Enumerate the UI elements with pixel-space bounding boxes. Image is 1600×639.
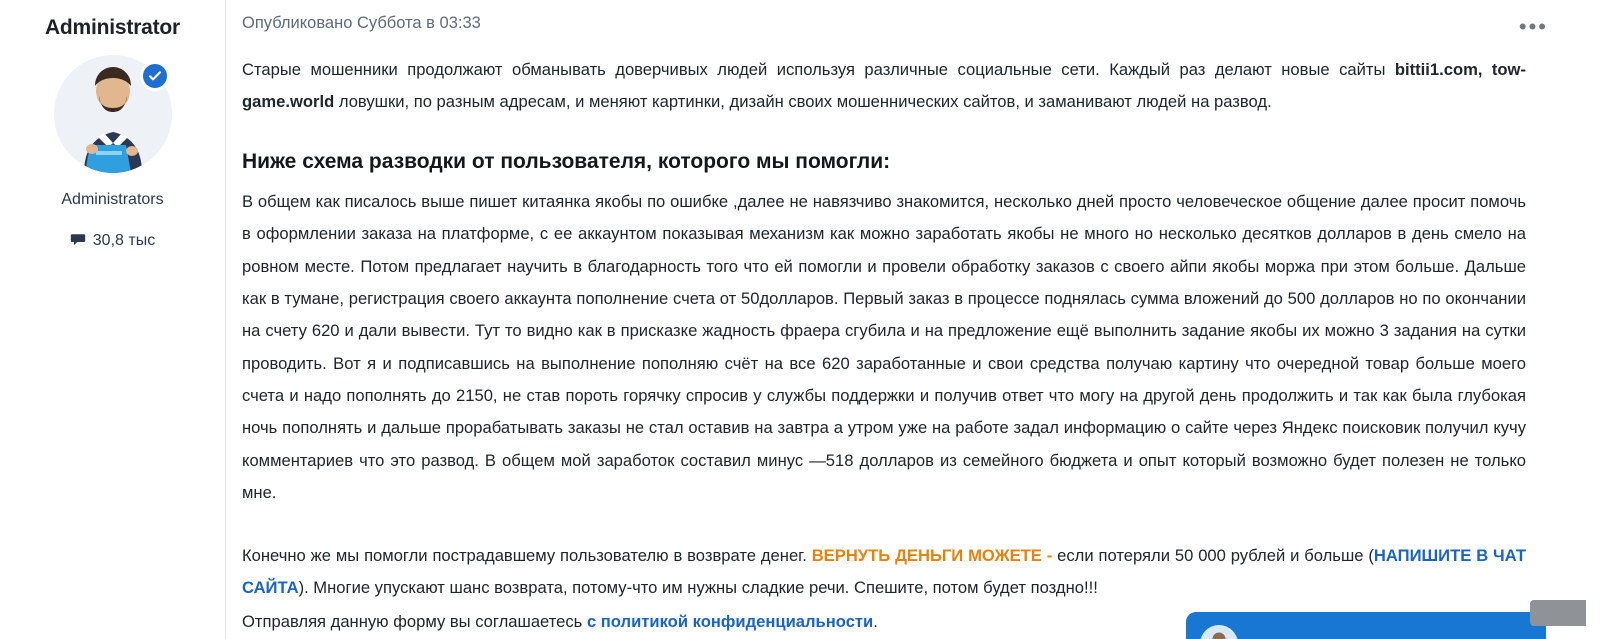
post-more-actions-icon[interactable]: ••• (1518, 14, 1548, 39)
closing-part3: ). Многие упускают шанс возврата, потому-что им нужны сладкие речи. Спешите, потом будет поздно!!! (298, 577, 1098, 597)
avatar[interactable] (54, 55, 172, 173)
closing-part1: Конечно же мы помогли пострадавшему пользователю в возврате денег. (242, 545, 812, 565)
post-subheading: Ниже схема разводки от пользователя, которого мы помогли: (242, 149, 891, 173)
author-post-count-label: 30,8 тыс (92, 231, 156, 249)
privacy-policy-link[interactable]: с политикой конфиденциальности (586, 612, 874, 632)
refund-highlight: ВЕРНУТЬ ДЕНЬГИ МОЖЕТЕ - (811, 545, 1058, 565)
support-agent-avatar-icon (1200, 625, 1238, 639)
consent-prefix: Отправляя данную форму вы соглашаетесь (242, 612, 587, 632)
author-post-count (0, 231, 225, 250)
post-closing-paragraph (242, 540, 1526, 605)
verified-check-icon (140, 61, 170, 91)
closing-part2: если потеряли 50 000 рублей и больше ( (1057, 545, 1374, 565)
post-intro-paragraph (242, 54, 1526, 119)
post-main-paragraph: В общем как писалось выше пишет китаянка якобы по ошибке ,далее не навязчиво знакомится, несколько дней просто человеческое общение далее просит помочь в оформлении заказа на платформе, с ее аккаунтом показывая механизм как можно заработать якобы не много но несколько десятков долларов в день смело на ровном месте. Потом предлагает научить в благодарность того что ей помогли и провели обработку заказов с своего айпи якобы моржа при этом больше. Дальше как в тумане, регистрация своего аккаунта пополнение счета от 50долларов. Первый заказ в процессе поднялась сумма вложений до 500 долларов но по окончании на счету 620 и дали вывести. Тут то видно как в присказке жадность фраера сгубила и на предложение ещё выполнить задание якобы их можно 3 задания на сутки проводить. Вот я и подписавшись на выполнение пополняю счёт на все 620 заработанные и свои средства получаю картину что очередной товар больше моего счета и надо пополнять до 2150, не став пороть горячку спросив у службы поддержки и получив ответ что могу на другой день продолжить и так как была глубокая ночь пополнять и дальше прорабатывать заказы не стал оставив на завтра а утром уже на работе задал информацию о сайте через Яндекс поисковик получил кучу комментариев что это развод. В общем мой заработок составил минус —518 долларов из семейного бюджета и опыт который возможно будет полезен не только мне. (242, 192, 1526, 503)
site-chat-link[interactable]: НАПИШИТЕ В ЧАТ САЙТА (242, 545, 1527, 597)
scam-sites: bittii1.com, tow-game.world (242, 60, 1526, 112)
consent-suffix: . (873, 612, 878, 632)
author-name[interactable]: Administrator (44, 16, 181, 39)
comment-bubble-icon (70, 231, 86, 250)
post-header (236, 14, 1534, 48)
post-body (236, 54, 1534, 638)
post-intro-part1: Старые мошенники продолжают обманывать доверчивых людей используя различные социальные сети. Каждый раз делают новые сайты (242, 60, 1395, 79)
post-date: Опубликовано Суббота в 03:33 (242, 14, 481, 32)
bottom-right-toolbar[interactable] (1530, 600, 1586, 626)
post-intro-part2: ловушки, по разным адресам, и меняют картинки, дизайн своих мошеннических сайтов, и заманивают людей на развод. (334, 92, 1272, 112)
post-content-column (226, 0, 1600, 639)
author-group[interactable]: Administrators (61, 191, 164, 208)
support-chat-widget[interactable] (1186, 612, 1546, 639)
post-author-column (0, 0, 226, 639)
